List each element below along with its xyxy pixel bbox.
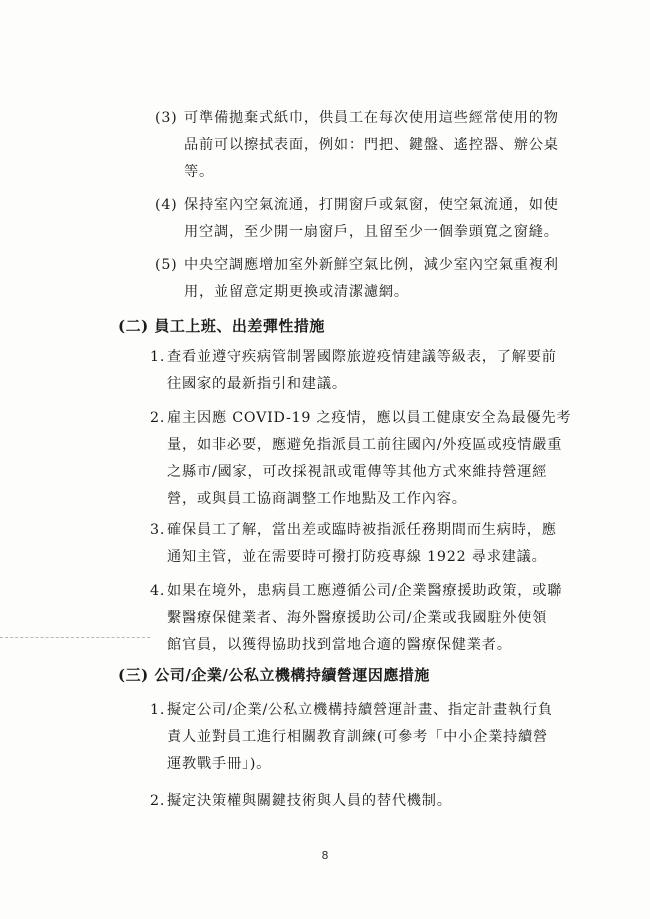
list-item [155,105,559,186]
item-line: 等。 [184,164,214,180]
list-item [150,405,572,513]
item-line: 用，並留意定期更換或清潔濾網。 [184,284,409,300]
item-line: 查看並遵守疾病管制署國際旅遊疫情建議等級表，了解要前 [167,349,557,365]
list-item [150,517,560,571]
item-number: 4. [150,583,166,599]
item-line: 運教戰手冊」)。 [167,756,272,772]
item-line: 繫醫療保健業者、海外醫療援助公司/企業或我國駐外使領 [167,610,548,626]
list-item [150,578,563,659]
item-line: 雇主因應 COVID-19 之疫情，應以員工健康安全為最優先考 [167,410,572,426]
item-number: 2. [150,410,166,426]
item-line: 責人並對員工進行相關教育訓練(可參考「中小企業持續營 [167,729,549,745]
page-number: 8 [321,849,329,862]
item-line: 確保員工了解，當出差或臨時被指派任務期間而生病時，應 [167,522,557,538]
scan-artifact-line [0,637,150,638]
item-line: 營，或與員工協商調整工作地點及工作內容。 [167,491,467,507]
item-line: 如果在境外，患病員工應遵循公司/企業醫療援助政策，或聯 [167,583,563,599]
list-item [155,192,559,246]
list-item [150,697,560,778]
item-line: 保持室內空氣流通，打開窗戶或氣窗，使空氣流通，如使 [184,197,559,213]
item-line: 中央空調應增加室外新鮮空氣比例，減少室內空氣重複利 [184,257,559,273]
item-number: (5) [155,257,178,273]
item-line: 擬定公司/企業/公私立機構持續營運計畫、指定計畫執行負 [167,702,553,718]
item-number: 1. [150,349,166,365]
item-line: 往國家的最新指引和建議。 [167,376,347,392]
item-line: 通知主管，並在需要時可撥打防疫專線 1922 尋求建議。 [167,549,547,565]
item-line: 品前可以擦拭表面，例如：門把、鍵盤、遙控器、辦公桌 [184,137,559,153]
list-item [155,252,559,306]
item-line: 擬定決策權與關鍵技術與人員的替代機制。 [167,793,452,809]
item-number: 1. [150,702,166,718]
item-line: 之縣市/國家，可改採視訊或電傳等其他方式來維持營運經 [167,464,548,480]
item-line: 可準備拋棄式紙巾，供員工在每次使用這些經常使用的物 [184,110,559,126]
item-line: 用空調，至少開一扇窗戶，且留至少一個拳頭寬之窗縫。 [184,224,559,240]
item-line: 館官員，以獲得協助找到當地合適的醫療保健業者。 [167,637,512,653]
item-number: (3) [155,110,178,126]
section-heading: (二) 員工上班、出差彈性措施 [118,317,325,335]
item-line: 量，如非必要，應避免指派員工前往國內/外疫區或疫情嚴重 [167,437,563,453]
list-item [150,344,560,398]
item-number: (4) [155,197,178,213]
item-number: 2. [150,793,166,809]
section-heading: (三) 公司/企業/公私立機構持續營運因應措施 [118,666,430,684]
item-number: 3. [150,522,166,538]
list-item [150,788,560,815]
